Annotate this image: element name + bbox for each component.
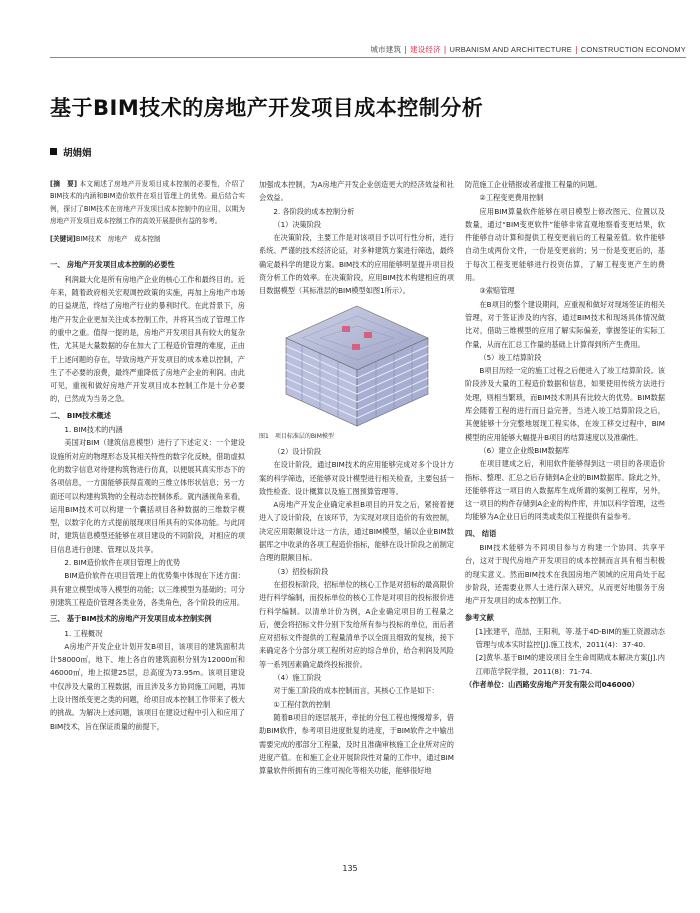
- paragraph: 在项目建成之后，利用软件能够得到这一项目的各项造价指标、整理、汇总之后存储到A企业的BIM数据库。除此之外，还能够将这一项目的入数据库生成所谓的案例工程库，另外，这一项目的构件存储到A企业的构件库，并加以科学管理，这些均能够为A企业日后的同类或类似工程提供有益参考。: [465, 459, 665, 522]
- subsection-heading: ①工程付款的控制: [273, 699, 331, 709]
- abstract: [摘 要] 本文阐述了房地产开发项目成本控制的必要性，介绍了BIM技术的内涵和BIM造价软件在项目管理上的优势。最后结合实例，探讨了BIM技术在房地产开发项目成本控制中的应用，以期为房地产开发项目成本控制工作的高效开展提供有益的参考。: [50, 180, 246, 225]
- paragraph: BIM造价软件在项目管理上的优势集中体现在下述方面：具有建立模型成等入模型的功能；以三维模型为基础的；可分别建筑工程造价管理各类业务，各类角色，各个阶段的应用。: [50, 571, 245, 607]
- subsection-heading: （1）决策阶段: [273, 219, 322, 229]
- column-3: [465, 178, 665, 691]
- paragraph: 随着B项目的逐层展开，牵扯的分包工程也慢慢增多，借助BIM软件，参考项目进度批复的进度，于BIM软件之中输出需要完成的那部分工程量，及时且准确审核施工企业所对应的进度产值。在和施工企业开展阶段性对量的工作中，通过BIM算量软件所拥有的三维可视化等相关功能，能够很好地: [259, 712, 454, 776]
- paragraph: 防范施工企业错报或者虚报工程量的问题。: [465, 180, 602, 189]
- paragraph: 在设计阶段，通过BIM技术的应用能够完成对多个设计方案的科学筛选，还能够对设计模型进行相关检查，主要包括一致性检查、设计概算以及施工图预算管理等。: [259, 460, 454, 496]
- paragraph: B项目历经一定的施工过程之后便进入了竣工结算阶段。该阶段涉及大量的工程造价数据和信息，如果使用传统方法进行处理，则相当繁琐，而BIM技术则具有比较大的优势。BIM数据库会随着工程的进行而日益完善，当进入竣工结算阶段之后，其便能够十分完整地展现工程实体，在竣工移交过程中，BIM模型的应用能够大幅提升B项目的结算速度以及准确性。: [465, 366, 665, 442]
- figure-caption: 图1 项目标准层的BIM模型: [259, 432, 334, 440]
- section-heading: 一、 房地产开发项目成本控制的必要性: [50, 260, 175, 270]
- subsection-heading: （3）招投标阶段: [273, 566, 329, 576]
- paragraph: BIM技术能够为不同项目参与方构建一个协同、共享平台，这对于现代房地产开发项目的成本控制而言具有相当积极的现实意义。然而BIM技术在我国房地产领域的应用尚处于起步阶段，还需要业界人士进行深入研究，从而更好地服务于房地产开发项目的成本控制工作。: [465, 543, 665, 606]
- paragraph: 对于施工阶段的成本控制而言，其核心工作是如下：: [273, 686, 439, 696]
- reference-item: [2]黄华.基于BIM的建设项目全生命周期成本解决方案[J].内江师范学院学报，2011(8)：71-74.: [475, 653, 665, 676]
- section-heading: 四、 结语: [465, 528, 497, 538]
- subsection-heading: （5）竣工结算阶段: [479, 352, 542, 362]
- section-heading: 三、 基于BIM技术的房地产开发项目成本控制实例: [50, 614, 212, 624]
- paragraph: 在招投标阶段，招标单位的核心工作是对招标的最高限价进行科学编制，而投标单位的核心工作是对项目的投标报价进行科学编制。以清单计价为例，A企业确定项目的工程量之后，便会将招标文件分别下发给所有参与投标的单位，而后者应对招标文件提供的工程量清单予以全面且细致的复核，接下来确定各个分部分项工程所对应的综合单价，给合利润及风险等一系列因素确定最终投标报价。: [259, 579, 454, 669]
- figure-bim-model: [259, 302, 454, 443]
- paragraph: 在决策阶段，主要工作是对该项目予以可行性分析，进行系统、严谨的技术经济论证，对多种建筑方案进行筛选，最终确定最科学的建设方案。BIM技术的应用能够明显提升项目投资分析工作的效率。在决策阶段，应用BIM技术构建相应的项目数据模型（其标准层的BIM模型如图1所示）。: [259, 233, 454, 296]
- header-separator: |: [575, 45, 578, 54]
- running-header: [50, 44, 686, 55]
- keywords: [关键词]BIM技术 房地产 成本控制: [50, 235, 161, 244]
- bim-model-image: [282, 302, 432, 430]
- author-affiliation: （作者单位：山西路安房地产开发有限公司046000）: [465, 679, 639, 689]
- column-2: [259, 178, 454, 777]
- header-en-right: CONSTRUCTION ECONOMY: [580, 45, 686, 54]
- subsection-heading: （6）建立企业级BIM数据库: [479, 445, 570, 455]
- header-cn-left: 城市建筑: [370, 45, 402, 54]
- header-rule: [50, 57, 686, 58]
- header-en-left: URBANISM AND ARCHITECTURE: [449, 45, 573, 54]
- paragraph: A房地产开发企业确定承担B项目的开发之后，紧接着便进入了设计阶段，在该环节，为实现对项目造价的有效控制，决定应用限额设计这一方法，通过BIM模型，辅以企业BIM数据库之中收录的各项工程造价指标，能够在设计阶段之前制定合理的限额目标。: [259, 500, 454, 563]
- references-heading: 参考文献: [465, 612, 494, 622]
- subsection-heading: 2. BIM造价软件在项目管理上的优势: [64, 558, 181, 568]
- subsection-heading: ③索赔管理: [479, 286, 515, 296]
- subsection-heading: ②工程变更费用控制: [479, 193, 544, 203]
- subsection-heading: 1. BIM技术的内涵: [64, 425, 123, 435]
- column-1: [50, 178, 245, 733]
- reference-item: [1]张建平，范喆，王阳利，等.基于4D-BIM的施工资源动态管理与成本实时监控[J].施工技术，2011(4)：37-40.: [475, 626, 665, 650]
- section-heading: 二、 BIM技术概述: [50, 410, 111, 420]
- paragraph: 加强成本控制，为A房地产开发企业创造更大的经济效益和社会效益。: [259, 180, 454, 203]
- subsection-heading: 2. 各阶段的成本控制分析: [273, 206, 355, 216]
- article-title: 基于BIM技术的房地产开发项目成本控制分析: [50, 96, 484, 120]
- subsection-heading: 1. 工程概况: [64, 628, 103, 638]
- subsection-heading: （4）施工阶段: [273, 673, 322, 683]
- page-number: 135: [342, 864, 358, 873]
- square-bullet-icon: [50, 148, 57, 155]
- paragraph: 应用BIM算量软件能够在项目模型上修改图元、位置以及数量，通过“BIM变更软件”能够非常直观地察看变更结果，软件能够自动计算和提供工程变更前后的工程量差值。软件能够自动生成两份文件，一份是变更前的；另一份是变更后的，基于每次工程变更能够进行投资估算，了解工程变更产生的费用。: [465, 206, 665, 283]
- paragraph: A房地产开发企业计划开发B项目，该项目的建筑面积共计58000㎡，地下、地上各自的建筑面积分别为12000㎡和46000㎡，地上拟建25层，总高度为73.95m。该项目建设中仅涉及大量的工程数据，而且涉及多方协同施工问题，再加上设计图纸变更之类的问题，给项目成本控制工作带来了极大的挑战。为解决上述问题，该项目在建设过程中引入和应用了BIM技术，旨在保证质量的前提下，: [50, 641, 245, 731]
- header-separator: |: [404, 45, 407, 54]
- paragraph: 美国对BIM（建筑信息模型）进行了下述定义：一个建设设施所对应的物理形态及其相关特性的数字化反映，借助虚拟化的数字信息对待建构筑物进行仿真，以便展其真实形态下的各项信息，一方面能够获得直观的三维立体形状信息；另一方面还可以构建构筑物的全程动态控制体系。就内涵视角来看，运用BIM技术可以构建一个囊括项目各种数据的三维数字模型，以数字化的方式提前展现项目所具有的实体功能。与此同时，建筑信息模型还能够在项目建设的不同阶段，对相应的项目信息进行创建、管理以及共享。: [50, 438, 245, 554]
- paragraph: 利润最大化是所有房地产企业的核心工作和最终目的。近年来，随着政府相关宏观调控政策的实施，再加上房地产市场的日益规范，终结了房地产行业的暴利时代。在此背景下，房地产开发企业更加关注成本控制工作，并将其当成了管理工作的重中之重。值得一提的是，房地产开发项目具有较大的复杂性，尤其是大量数据的存在加大了工程造价管理的难度，正由于上述问题的存在，导致房地产开发项目的成本难以控制，产生了不必要的浪费，最终严重降低了房地产企业的利润。由此可见，重视和做好房地产开发项目成本控制工作是十分必要的，已然成为当务之急。: [50, 274, 245, 404]
- header-separator: |: [443, 45, 447, 54]
- author-line: [50, 145, 92, 159]
- subsection-heading: （2）设计阶段: [273, 446, 322, 456]
- author-name: 胡娟娟: [63, 148, 92, 159]
- paragraph: 在B项目的整个建设期间，应重视和做好对现场签证的相关管理，对于签证涉及的内容，通过BIM技术和现场具体情况做比对，借助三维模型的应用了解实际偏差，掌握签证的实际工作量，从而在汇总工作量的基础上计算得到所产生费用。: [465, 299, 665, 349]
- header-cn-right: 建设经济: [409, 45, 441, 54]
